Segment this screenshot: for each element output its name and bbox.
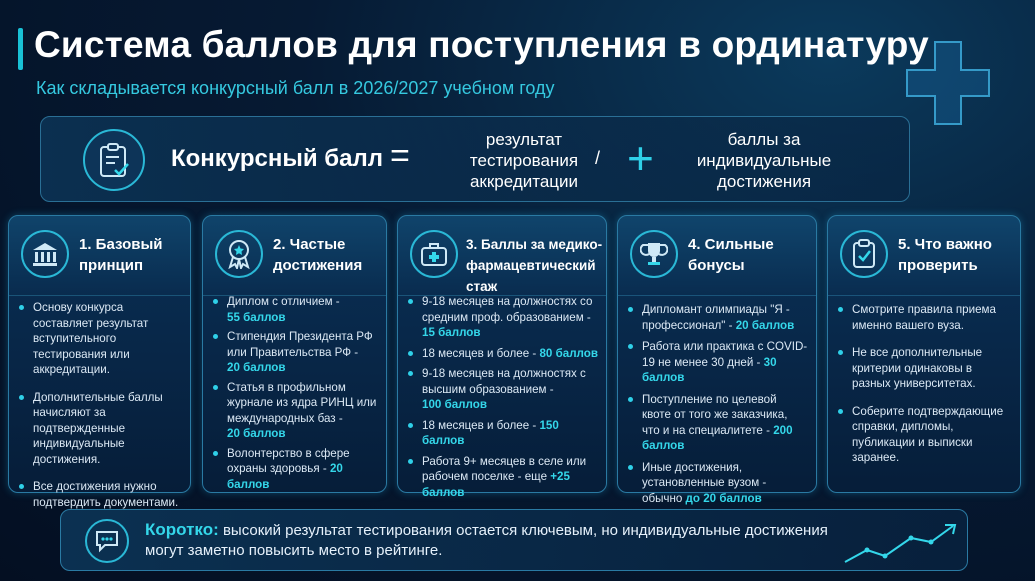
formula-part-testing: результат тестирования аккредитации [469,130,579,191]
list-item: Волонтерство в сфере охраны здоровья - 20 баллов [213,446,378,493]
trophy-icon [630,230,678,278]
card-title: 4. Сильные бонусы [688,236,774,274]
list-item: Смотрите правила приема именно вашего вуза. [838,302,1012,333]
card-common-achievements [202,215,387,493]
card-title: 1. Базовый принцип [79,236,163,274]
card-list [408,294,598,508]
bank-icon [21,230,69,278]
list-item: Работа или практика с COVID-19 не менее 30 дней - 30 баллов [628,339,808,386]
medical-cross-icon [903,38,993,128]
title-accent-bar [18,28,23,70]
medal-icon [215,230,263,278]
card-list [213,294,378,500]
card-title: 5. Что важно проверить [898,236,992,274]
formula-equals: = [390,137,410,175]
formula-panel [40,116,910,202]
card-what-to-check [827,215,1021,493]
card-basic-principle [8,215,191,509]
formula-plus: + [627,132,654,184]
page-subtitle: Как складывается конкурсный балл в 2026/2027 учебном году [36,78,555,98]
list-item: Иные достижения, установленные вузом - обычно до 20 баллов [628,460,808,507]
summary-panel [60,509,968,571]
formula-part-achievements: баллы за индивидуальные достижения [696,130,832,191]
list-item: Дипломант олимпиады "Я - профессионал" - 20 баллов [628,302,808,333]
card-list [19,300,182,518]
list-item: Основу конкурса составляет результат вступительного тестирования или аккредитации. [19,300,182,378]
list-item: 18 месяцев и более - 150 баллов [408,418,598,449]
list-item: Статья в профильном журнале из ядра РИНЦ или международных баз - 20 баллов [213,380,378,442]
list-item: Соберите подтверждающие справки, дипломы, публикации и выписки заранее. [838,404,1012,466]
clipboard-check-icon [83,129,145,191]
list-item: 9-18 месяцев на должностях с высшим образованием - 100 баллов [408,366,598,413]
card-strong-bonuses [617,215,817,505]
summary-text: Коротко: высокий результат тестирования остается ключевым, но индивидуальные достижения могут заметно повысить место в рейтинге. [145,520,828,559]
list-item: Работа 9+ месяцев в селе или рабочем поселке - еще +25 баллов [408,454,598,501]
list-item: 18 месяцев и более - 80 баллов [408,346,598,362]
growth-chart-icon [841,520,961,566]
list-item: 9-18 месяцев на должностях со средним проф. образованием - 15 баллов [408,294,598,341]
formula-slash: / [595,148,601,168]
medical-kit-icon [410,230,458,278]
chat-bubble-icon [85,519,129,563]
list-item: Все достижения нужно подтвердить документами. [19,479,182,510]
checklist-icon [840,230,888,278]
card-list [628,302,808,514]
card-work-experience [397,215,607,499]
card-title: 2. Частые достижения [273,236,363,274]
list-item: Стипендия Президента РФ или Правительства РФ - 20 баллов [213,329,378,376]
list-item: Дополнительные баллы начисляют за подтвержденные индивидуальные достижения. [19,390,182,468]
page-title: Система баллов для поступления в ординатуру [34,24,929,65]
formula-label: Конкурсный балл [171,145,383,172]
list-item: Не все дополнительные критерии одинаковы в разных университетах. [838,345,1012,392]
list-item: Поступление по целевой квоте от того же заказчика, что и на специалитете - 200 баллов [628,392,808,454]
list-item: Диплом с отличием - 55 баллов [213,294,378,325]
card-title: 3. Баллы за медико- фармацевтический стаж [466,237,603,294]
card-list [838,302,1012,474]
